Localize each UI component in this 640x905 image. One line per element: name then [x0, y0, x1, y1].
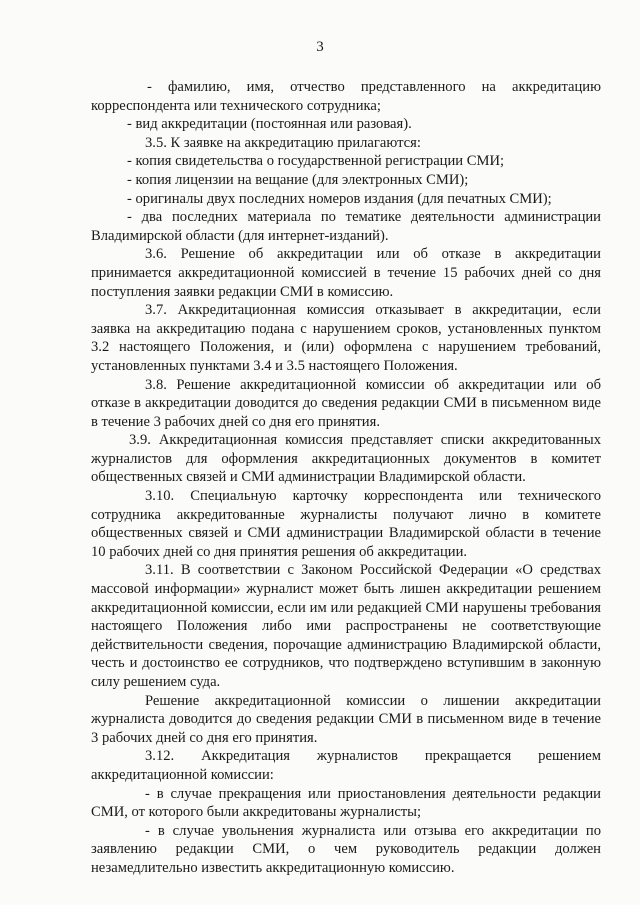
- paragraph-3-7: 3.7. Аккредитационная комиссия отказывает в аккредитации, если заявка на аккредитацию подана с нарушением сроков, установленных пунктом 3.2 настоящего Положения, и (или) оформлена с нарушением требований, установленных пунктами 3.4 и 3.5 настоящего Положения.: [91, 302, 601, 374]
- paragraph-list-license-copy: - копия лицензии на вещание (для электронных СМИ);: [127, 171, 469, 188]
- document-body: [91, 78, 601, 878]
- paragraph-list-print-originals: - оригиналы двух последних номеров издания (для печатных СМИ);: [127, 190, 552, 207]
- paragraph-3-9: 3.9. Аккредитационная комиссия представляет списки аккредитованных журналистов для оформления аккредитационных документов в комитет общественных связей и СМИ администрации Владимирской области.: [91, 432, 601, 486]
- paragraph-list-termination-reason-2: - в случае увольнения журналиста или отзыва его аккредитации по заявлению редакции СМИ, о чем руководитель редакции должен незамедлительно известить аккредитационную комиссию.: [91, 822, 601, 876]
- paragraph-revocation-decision: Решение аккредитационной комиссии о лишении аккредитации журналиста доводится до сведения редакции СМИ в письменном виде в течение 3 рабочих дней со дня его принятия.: [91, 692, 601, 746]
- paragraph-3-6: 3.6. Решение об аккредитации или об отказе в аккредитации принимается аккредитационной комиссией в течение 15 рабочих дней со дня поступления заявки редакции СМИ в комиссию.: [91, 246, 601, 300]
- paragraph-3-11: 3.11. В соответствии с Законом Российской Федерации «О средствах массовой информации» журналист может быть лишен аккредитации решением аккредитационной комиссии, если им или редакцией СМИ нарушены требования настоящего Положения либо ими распространены не соответствующие действительности сведения, порочащие администрацию Владимирской области, честь и достоинство ее сотрудников, что подтверждено вступившим в законную силу решением суда.: [91, 562, 601, 690]
- paragraph-list-accreditation-type: - вид аккредитации (постоянная или разовая).: [127, 116, 412, 133]
- page-number: 3: [316, 39, 324, 55]
- paragraph-list-internet-materials: - два последних материала по тематике деятельности администрации Владимирской области (для интернет-изданий).: [91, 209, 601, 244]
- paragraph-list-registration-copy: - копия свидетельства о государственной регистрации СМИ;: [127, 153, 505, 170]
- paragraph-3-5: 3.5. К заявке на аккредитацию прилагаются:: [145, 134, 421, 151]
- paragraph-3-10: 3.10. Специальную карточку корреспондента или технического сотрудника аккредитованные журналисты получают лично в комитете общественных связей и СМИ администрации Владимирской области в течение 10 рабочих дней со дня принятия решения об аккредитации.: [91, 488, 601, 560]
- paragraph-list-termination-reason-1: - в случае прекращения или приостановления деятельности редакции СМИ, от которого были аккредитованы журналисты;: [91, 785, 601, 821]
- paragraph-list-name: - фамилию, имя, отчество представленного на аккредитацию корреспондента или технического сотрудника;: [91, 79, 601, 114]
- paragraph-3-12: 3.12. Аккредитация журналистов прекращается решением аккредитационной комиссии:: [91, 748, 601, 783]
- paragraph-3-8: 3.8. Решение аккредитационной комиссии об аккредитации или об отказе в аккредитации доводится до сведения редакции СМИ в письменном виде в течение 3 рабочих дней со дня его принятия.: [91, 376, 601, 430]
